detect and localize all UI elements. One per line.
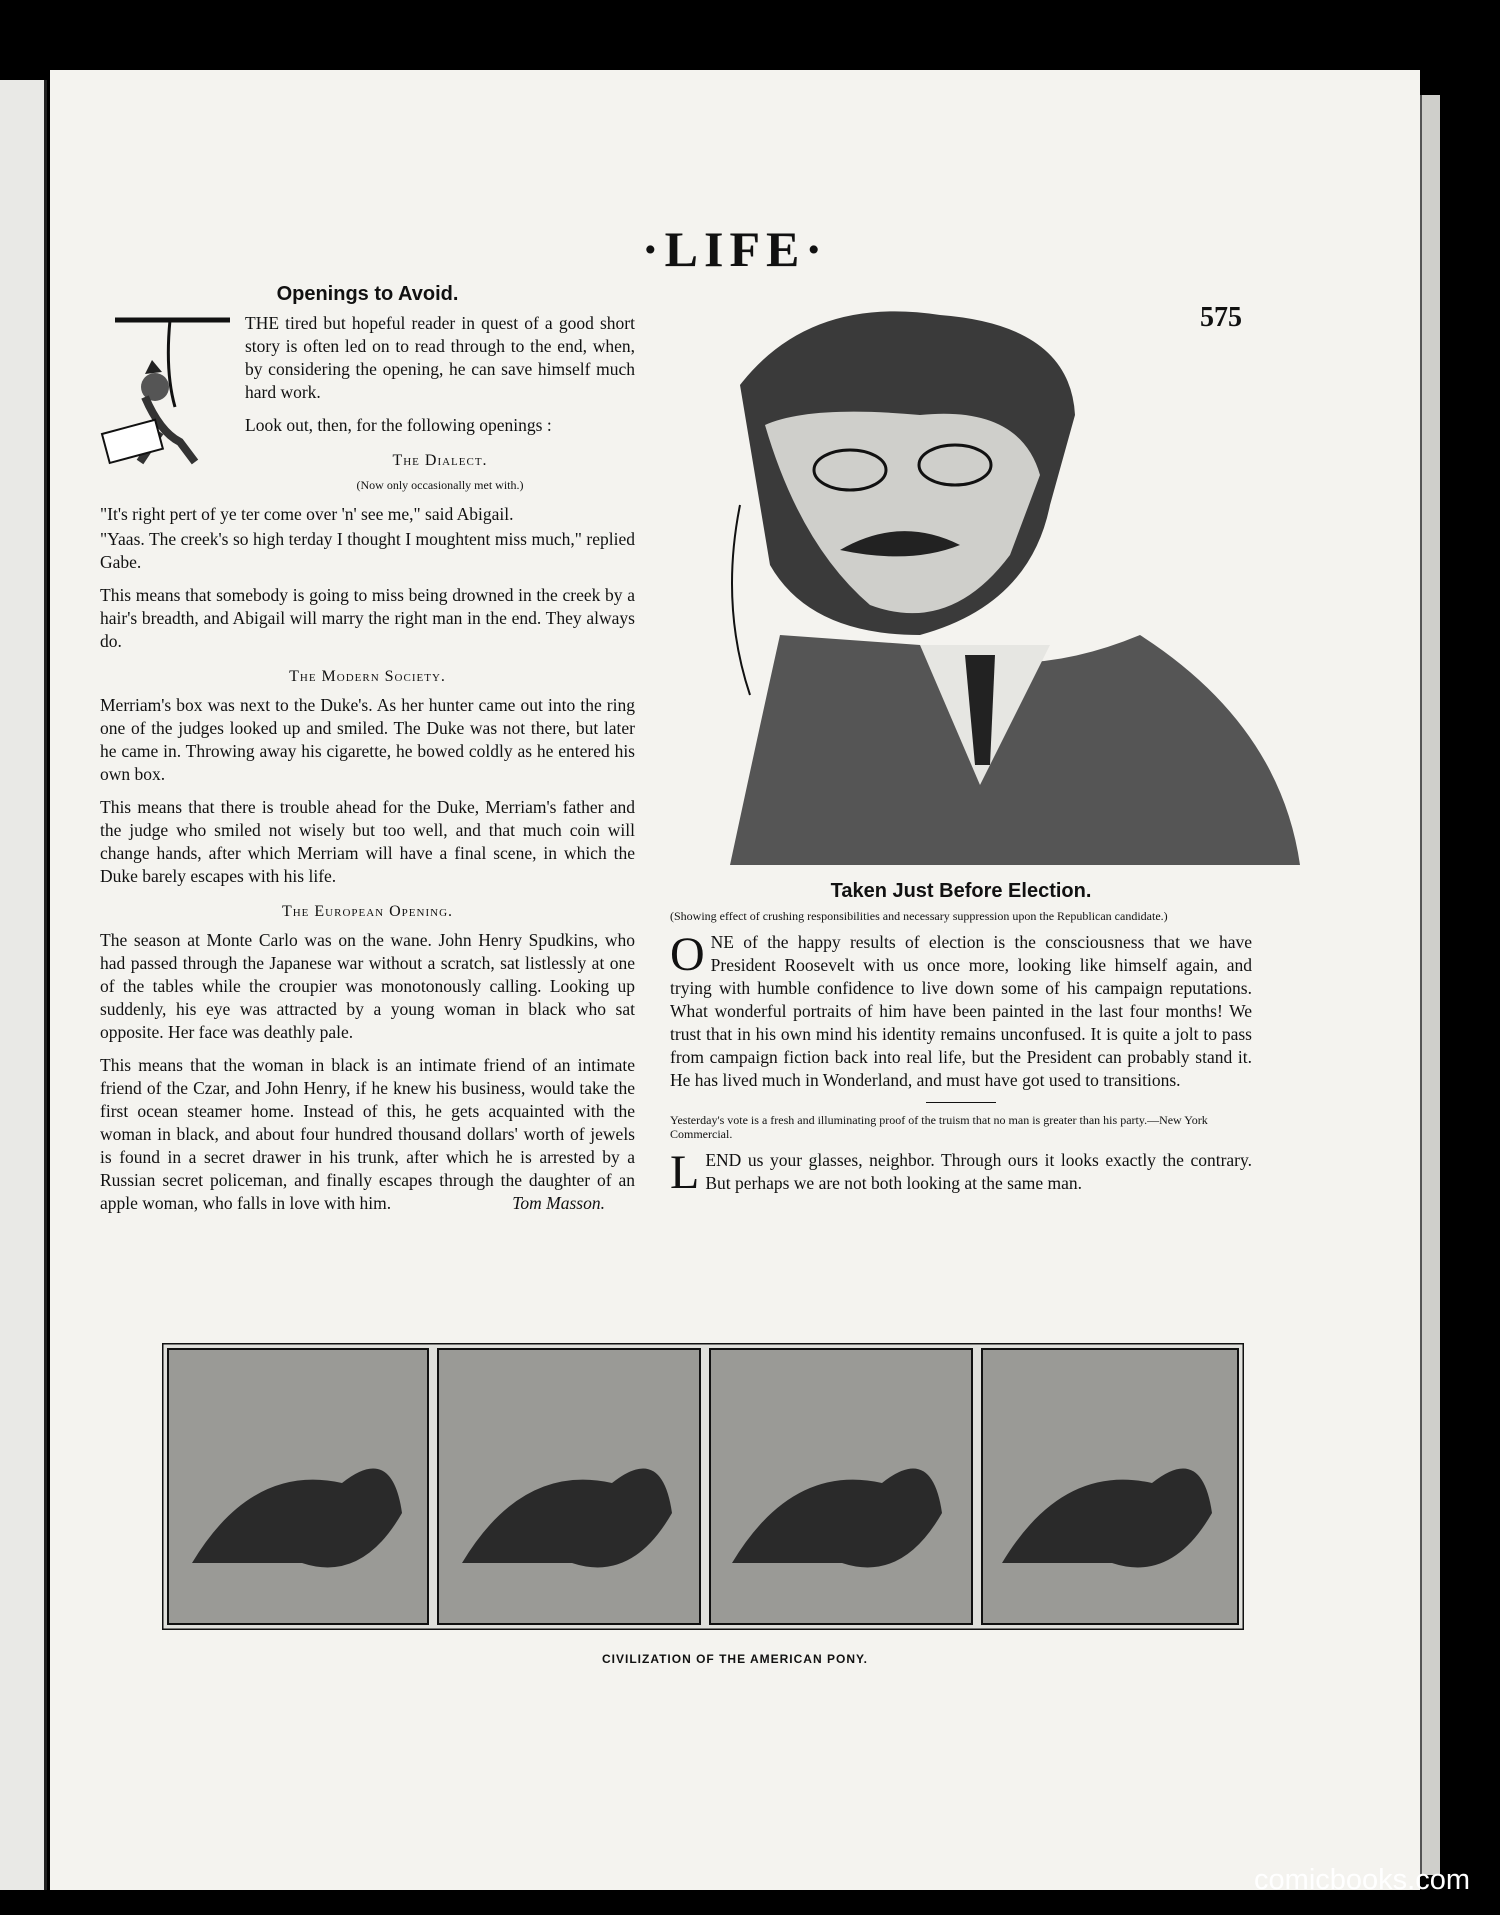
dialect-p2: "Yaas. The creek's so high terday I thought I moughtent miss much," replied Gabe.	[100, 529, 635, 572]
divider	[926, 1102, 996, 1103]
strip-caption: CIVILIZATION OF THE AMERICAN PONY.	[601, 1652, 868, 1666]
magazine-title: ·LIFE·	[641, 221, 829, 277]
watermark: comicbooks.com	[1254, 1864, 1470, 1896]
left-article	[100, 283, 635, 1215]
strip-panel-4	[982, 1349, 1238, 1624]
strip-panel-3	[710, 1349, 972, 1624]
page-number: 575	[1200, 302, 1242, 333]
monkey-initial-illustration	[100, 312, 235, 482]
author-signature: Tom Masson.	[512, 1193, 605, 1213]
pony-comic-strip	[162, 1343, 1244, 1630]
glasses-paragraph	[670, 1146, 1252, 1199]
section-title-dialect: The Dialect.	[392, 452, 488, 469]
election-text: NE of the happy results of election is the consciousness that we have President Roosevelt with us once more, looking like himself again, and trying with humble confidence to live down some of his campaign reputations. What wonderful portraits of him have been painted in the last four months! We trust that in his own mind his identity remains unconfused. It is quite a jolt to pass from campaign fiction back into real life, but the President can probably stand it. He has lived much in Wonderland, and must have got used to transitions.	[670, 932, 1252, 1090]
section-title-society: The Modern Society.	[289, 668, 446, 685]
glasses-text: END us your glasses, neighbor. Through ours it looks exactly the contrary. But perhaps we are not both looking at the same man.	[705, 1150, 1252, 1193]
article-title-election: Taken Just Before Election.	[830, 880, 1092, 902]
dialect-p1: "It's right pert of ye ter come over 'n' see me," said Abigail.	[100, 504, 514, 524]
european-p2: This means that the woman in black is an intimate friend of an intimate friend of the Czar, and John Henry, if he knew his business, would take the first ocean steamer home. Instead of this, he gets acquainted with the woman in black, and about four hundred thousand dollars' worth of jewels is found in a secret drawer in his trunk, after which he is arrested by a Russian secret policeman, and finally escapes through the daughter of an apple woman, who falls in love with him.	[100, 1055, 635, 1213]
european-p1: The season at Monte Carlo was on the wane. John Henry Spudkins, who had passed through the Japanese war without a scratch, sat listlessly at one of the tables while the croupier was monotonously calling. Looking up suddenly, his eye was attracted by a young woman in black who sat opposite. Her face was deathly pale.	[100, 930, 635, 1042]
intro-paragraph-2: Look out, then, for the following openings :	[245, 415, 552, 435]
magazine-page	[50, 70, 1420, 1890]
strip-panel-1	[168, 1349, 428, 1624]
society-p2: This means that there is trouble ahead for the Duke, Merriam's father and the judge who smiled not wisely but too well, and that much coin will change hands, after which Merriam will have a final scene, in which the Duke barely escapes with his life.	[100, 797, 635, 886]
drop-cap-o: O	[670, 928, 705, 981]
section-title-european: The European Opening.	[281, 903, 454, 920]
article-subtitle: (Showing effect of crushing responsibilities and necessary suppression upon the Republican candidate.)	[670, 909, 1168, 923]
society-p1: Merriam's box was next to the Duke's. As her hunter came out into the ring one of the judges looked up and smiled. The Duke was not there, but later he came in. Throwing away his cigarette, he bowed coldly as he entered his own box.	[100, 695, 635, 784]
page-edge	[1420, 95, 1440, 1875]
roosevelt-portrait-illustration	[720, 305, 1310, 865]
quote-note: Yesterday's vote is a fresh and illuminating proof of the truism that no man is greater than his party.—New York Commercial.	[670, 1113, 1208, 1141]
section-note: (Now only occasionally met with.)	[356, 478, 524, 492]
facing-page-edge	[0, 80, 47, 1890]
intro-paragraph: THE tired but hopeful reader in quest of a good short story is often led on to read through to the end, when, by considering the opening, he can save himself much hard work.	[245, 313, 635, 402]
right-article	[670, 880, 1252, 1205]
strip-panel-2	[438, 1349, 700, 1624]
election-paragraph	[670, 928, 1252, 1092]
drop-cap-l: L	[670, 1146, 700, 1199]
dialect-p3: This means that somebody is going to miss being drowned in the creek by a hair's breadth, and Abigail will marry the right man in the end. They always do.	[100, 585, 635, 651]
article-title: Openings to Avoid.	[276, 283, 459, 305]
